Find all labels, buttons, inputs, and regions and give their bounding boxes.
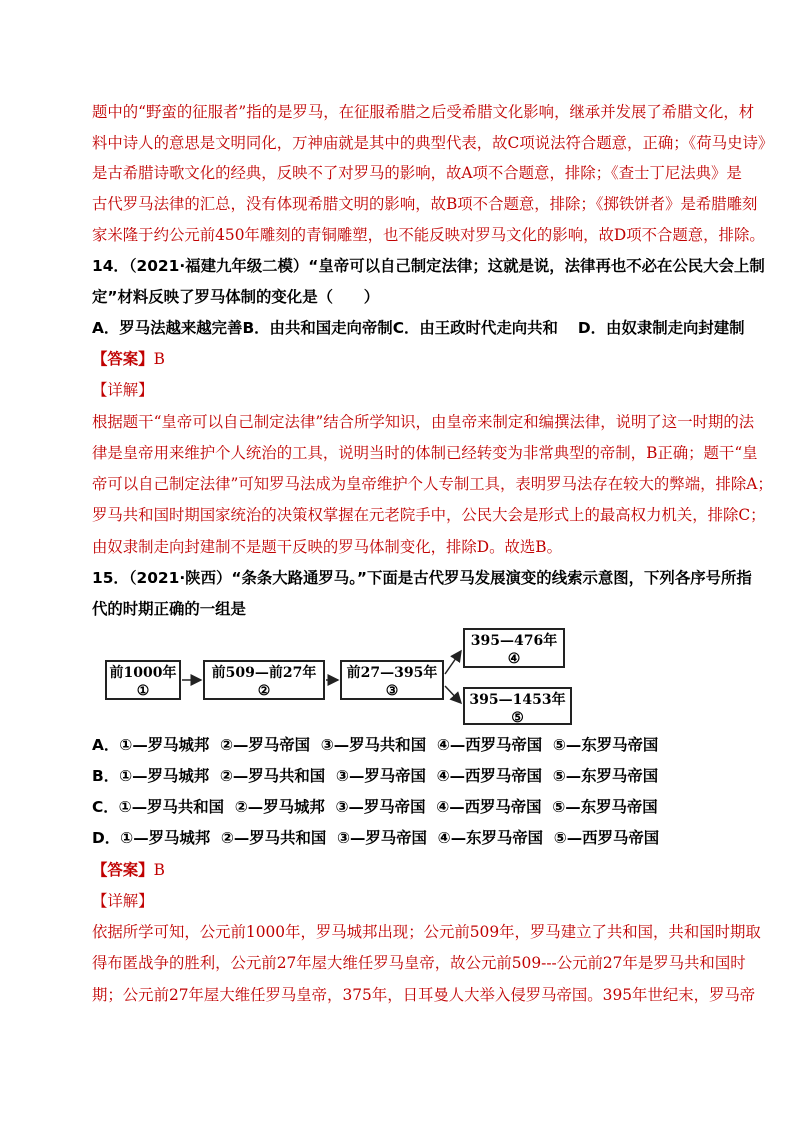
timeline-box-5: 395—1453年 ⑤ xyxy=(463,687,572,725)
q14-detail-line: 帝可以自己制定法律”可知罗马法成为皇帝维护个人专制工具，表明罗马法存在较大的弊端，排除A； xyxy=(92,475,773,493)
q15-detail-line: 期；公元前27年屋大维任罗马皇帝，375年，日耳曼人大举入侵罗马帝国。395年世纪末，罗马帝 xyxy=(92,986,756,1004)
answer-tag: 【答案】 xyxy=(92,861,154,879)
answer-value: B xyxy=(153,350,165,368)
q14-option-c: C．由王政时代走向共和 xyxy=(392,319,558,337)
timeline-box-4: 395—476年 ④ xyxy=(463,628,565,668)
q15-answer xyxy=(92,860,165,880)
q14-detail-line: 罗马共和国时期国家统治的决策权掌握在元老院手中，公民大会是形式上的最高权力机关，排除C； xyxy=(92,506,766,524)
q15-option-c: C．①—罗马共和国 ②—罗马城邦 ③—罗马帝国 ④—西罗马帝国 ⑤—东罗马帝国 xyxy=(92,798,658,816)
q15-option-d: D．①—罗马城邦 ②—罗马共和国 ③—罗马帝国 ④—东罗马帝国 ⑤—西罗马帝国 xyxy=(92,829,660,847)
answer-value: B xyxy=(153,861,165,879)
timeline-box-2: 前509—前27年 ② xyxy=(203,660,325,700)
q15-option-b: B．①—罗马城邦 ②—罗马共和国 ③—罗马帝国 ④—西罗马帝国 ⑤—东罗马帝国 xyxy=(92,767,659,785)
q14-detail-line: 根据题干“皇帝可以自己制定法律”结合所学知识，由皇帝来制定和编撰法律，说明了这一时期的法 xyxy=(92,413,755,431)
q15-option-a: A．①—罗马城邦 ②—罗马帝国 ③—罗马共和国 ④—西罗马帝国 ⑤—东罗马帝国 xyxy=(92,736,659,754)
q14-stem-line2: 定”材料反映了罗马体制的变化是（ ） xyxy=(92,288,380,306)
q14-detail-line: 由奴隶制走向封建制不是题干反映的罗马体制变化，排除D。故选B。 xyxy=(92,538,562,556)
q14-option-a: A．罗马法越来越完善 xyxy=(92,319,243,337)
timeline-box-3: 前27—395年 ③ xyxy=(340,660,444,700)
intro-line: 是古希腊诗歌文化的经典，反映不了对罗马的影响，故A项不合题意，排除；《查士丁尼法典》是 xyxy=(92,164,742,182)
q15-detail-tag: 【详解】 xyxy=(92,892,154,910)
q14-option-b: B．由共和国走向帝制 xyxy=(242,319,393,337)
q14-detail-line: 律是皇帝用来维护个人统治的工具，说明当时的体制已经转变为非常典型的帝制，B正确；题干“皇 xyxy=(92,444,758,462)
q15-stem-line2: 代的时期正确的一组是 xyxy=(92,600,246,618)
q14-detail-tag: 【详解】 xyxy=(92,381,154,399)
timeline-box-1: 前1000年 ① xyxy=(105,660,181,700)
intro-line: 料中诗人的意思是文明同化，万神庙就是其中的典型代表，故C项说法符合题意，正确；《荷马史诗》 xyxy=(92,134,774,152)
answer-tag: 【答案】 xyxy=(92,350,154,368)
intro-line: 题中的“野蛮的征服者”指的是罗马，在征服希腊之后受希腊文化影响，继承并发展了希腊文化，材 xyxy=(92,103,755,121)
q15-detail-line: 得布匿战争的胜利，公元前27年屋大维任罗马皇帝，故公元前509---公元前27年是罗马共和国时 xyxy=(92,954,746,972)
q14-option-d: D．由奴隶制走向封建制 xyxy=(577,319,745,337)
intro-line: 家米隆于约公元前450年雕刻的青铜雕塑，也不能反映对罗马文化的影响，故D项不合题意，排除。 xyxy=(92,226,765,244)
q15-stem-line1: 15．（2021·陕西）“条条大路通罗马。”下面是古代罗马发展演变的线索示意图，下列各序号所指 xyxy=(92,569,752,587)
q15-detail-line: 依据所学可知，公元前1000年，罗马城邦出现；公元前509年，罗马建立了共和国，共和国时期取 xyxy=(92,923,761,941)
arrow-3-5 xyxy=(445,686,461,703)
arrow-3-4 xyxy=(445,651,461,674)
intro-line: 古代罗马法律的汇总，没有体现希腊文明的影响，故B项不合题意，排除；《掷铁饼者》是希腊雕刻 xyxy=(92,195,758,213)
q14-stem-line1: 14．（2021·福建九年级二模）“皇帝可以自己制定法律；这就是说，法律再也不必在公民大会上制 xyxy=(92,257,765,275)
